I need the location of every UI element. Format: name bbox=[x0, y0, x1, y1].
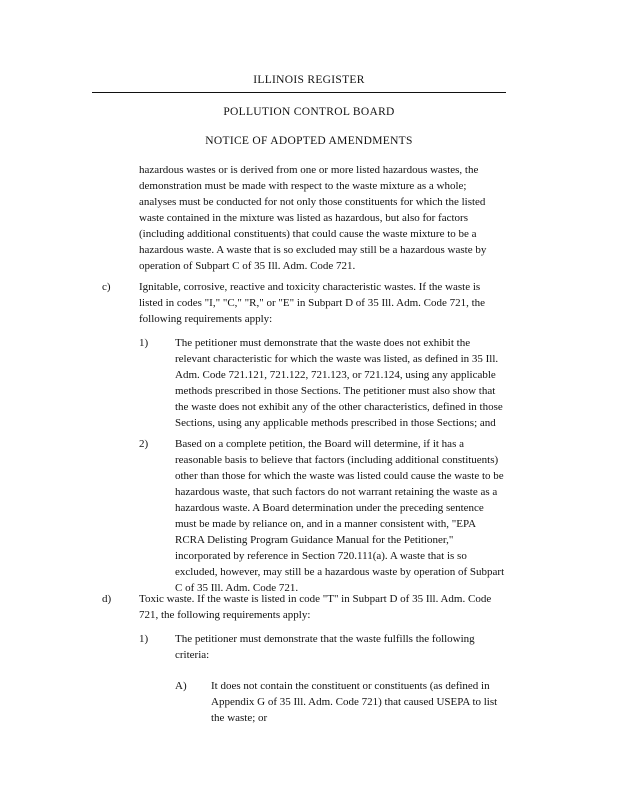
text-line: hazardous waste. A waste that is so excluded may still be a hazardous waste by bbox=[139, 244, 487, 256]
text-line: hazardous waste, that such factors do not warrant retaining the waste as a bbox=[175, 486, 498, 498]
text-line: RCRA Delisting Program Guidance Manual for the Petitioner," bbox=[175, 534, 454, 546]
text-line: hazardous waste. A Board determination under the preceding sentence bbox=[175, 502, 484, 514]
text-line: incorporated by reference in Section 720.111(a). A waste that is so bbox=[175, 550, 467, 562]
text-line: Adm. Code 721.121, 721.122, 721.123, or 721.124, using any applicable bbox=[175, 369, 496, 381]
text-line: relevant characteristic for which the waste was listed, as defined in 35 Ill. bbox=[175, 353, 499, 365]
text-line: C of 35 Ill. Adm. Code 721. bbox=[175, 582, 299, 594]
text-line: the waste; or bbox=[211, 712, 268, 724]
text-line: Appendix G of 35 Ill. Adm. Code 721) that caused USEPA to list bbox=[211, 696, 498, 708]
text-line: analyses must be conducted for not only those constituents for which the listed bbox=[139, 196, 486, 208]
text-line: demonstration must be made with respect to the waste mixture as a whole; bbox=[139, 180, 467, 192]
text-line: It does not contain the constituent or constituents (as defined in bbox=[211, 680, 490, 692]
text-line: The petitioner must demonstrate that the waste fulfills the following bbox=[175, 633, 475, 645]
text-line: listed in codes "I," "C," "R," or "E" in Subpart D of 35 Ill. Adm. Code 721, the bbox=[139, 297, 486, 309]
item-label: 1) bbox=[139, 633, 149, 645]
text-line: criteria: bbox=[175, 649, 210, 661]
section-c-label: c) bbox=[102, 281, 111, 293]
section-d-label: d) bbox=[102, 593, 112, 605]
text-line: Based on a complete petition, the Board will determine, if it has a bbox=[175, 438, 464, 450]
text-line: (including additional constituents) that could cause the waste mixture to be a bbox=[139, 228, 477, 240]
text-line: Sections, using any applicable methods prescribed in those Sections; and bbox=[175, 417, 496, 429]
text-line: the waste does not exhibit any of the other characteristics, defined in those bbox=[175, 401, 503, 413]
text-line: Ignitable, corrosive, reactive and toxicity characteristic wastes. If the waste is bbox=[139, 281, 481, 293]
text-line: hazardous wastes or is derived from one or more listed hazardous wastes, the bbox=[139, 164, 479, 176]
subitem-label: A) bbox=[175, 680, 187, 692]
text-line: excluded, however, may still be a hazardous waste by operation of Subpart bbox=[175, 566, 505, 578]
text-line: The petitioner must demonstrate that the waste does not exhibit the bbox=[175, 337, 471, 349]
item-label: 1) bbox=[139, 337, 149, 349]
text-line: other than those for which the waste was listed could cause the waste to be bbox=[175, 470, 504, 482]
text-line: must be made by reliance on, and in a manner consistent with, "EPA bbox=[175, 518, 477, 530]
item-label: 2) bbox=[139, 438, 149, 450]
notice-title: NOTICE OF ADOPTED AMENDMENTS bbox=[205, 135, 413, 147]
register-title: ILLINOIS REGISTER bbox=[253, 74, 365, 86]
header-rule bbox=[92, 92, 506, 93]
board-title: POLLUTION CONTROL BOARD bbox=[223, 106, 395, 118]
text-line: following requirements apply: bbox=[139, 313, 273, 325]
text-line: 721, the following requirements apply: bbox=[139, 609, 311, 621]
text-line: reasonable basis to believe that factors (including additional constituents) bbox=[175, 454, 499, 466]
text-line: methods prescribed in those Sections. The petitioner must also show that bbox=[175, 385, 496, 397]
text-line: operation of Subpart C of 35 Ill. Adm. Code 721. bbox=[139, 260, 356, 272]
text-line: Toxic waste. If the waste is listed in code "T" in Subpart D of 35 Ill. Adm. Code bbox=[139, 593, 492, 605]
text-line: waste contained in the mixture was listed as hazardous, but also for factors bbox=[139, 212, 468, 224]
